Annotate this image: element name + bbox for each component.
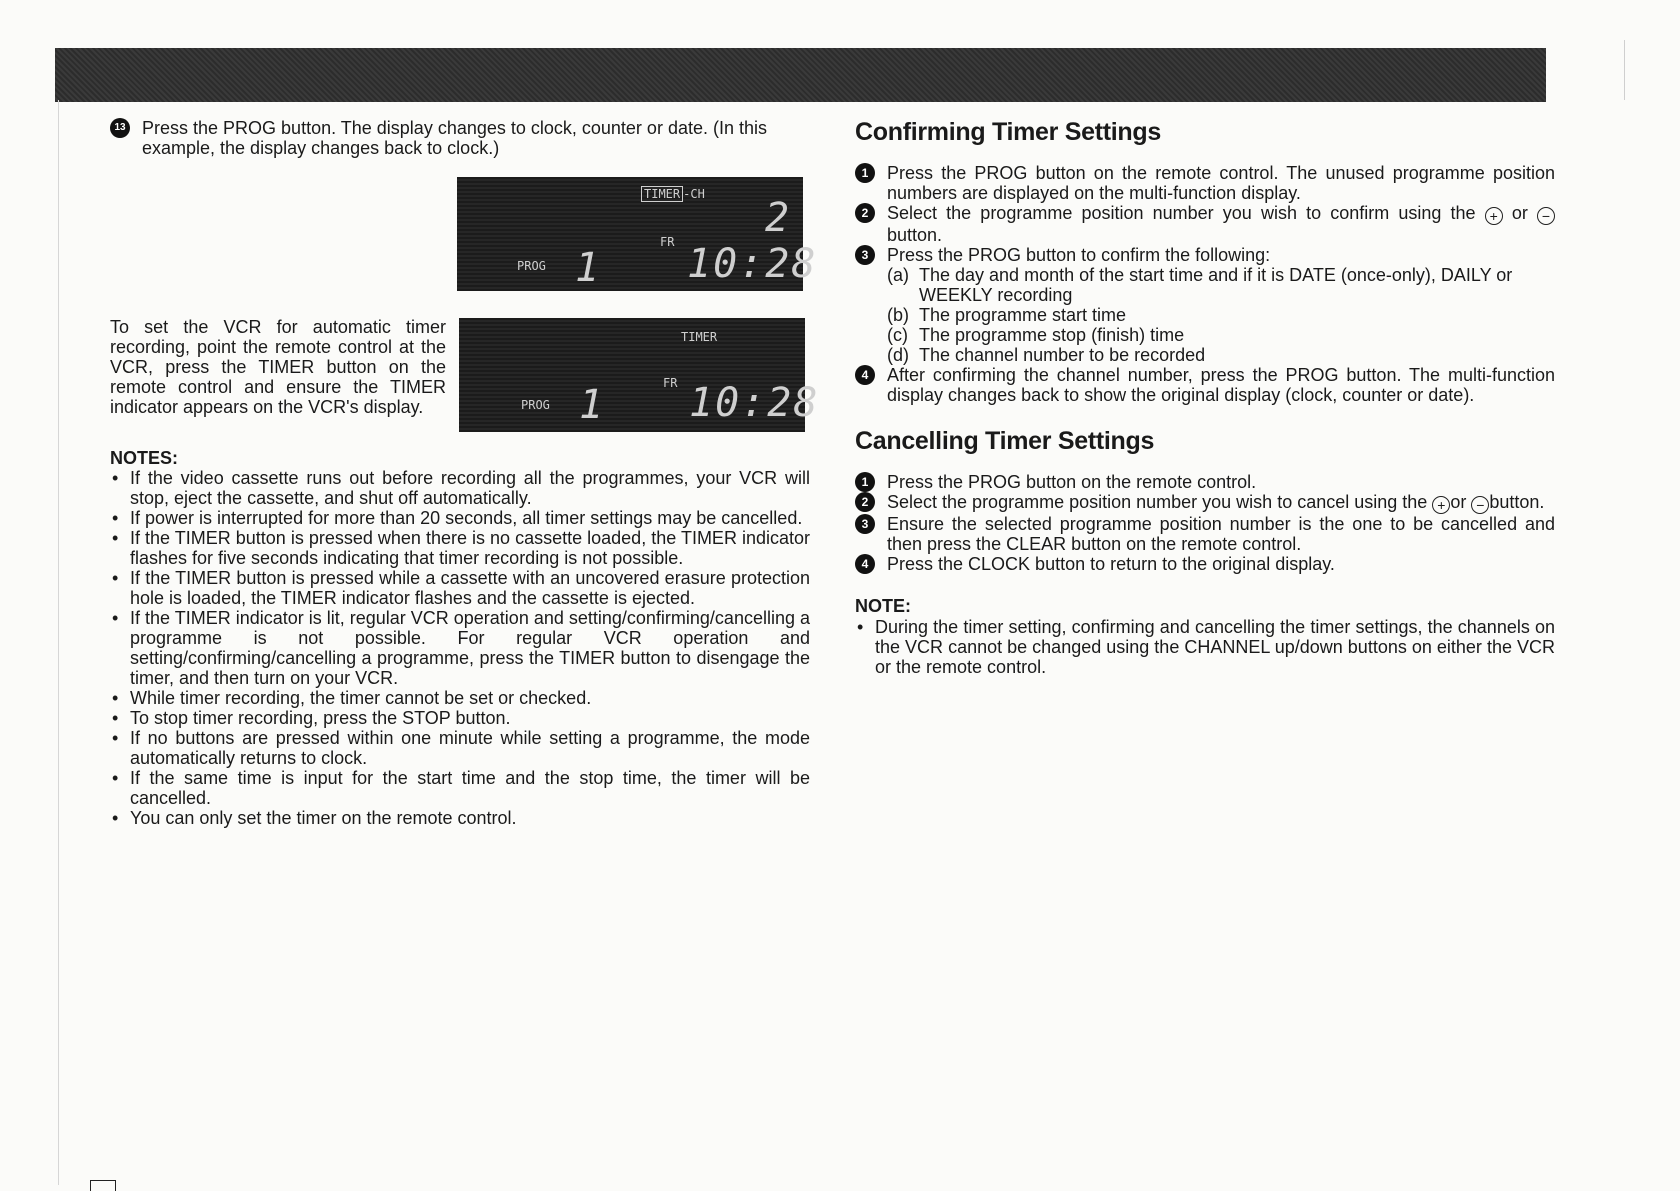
step-number-badge: 2	[855, 203, 875, 223]
step-number-badge: 3	[855, 514, 875, 534]
notes-list	[110, 468, 810, 828]
list-item: (d) The channel number to be recorded	[887, 345, 1206, 365]
list-item: • While timer recording, the timer cannot be set or checked.	[110, 688, 810, 708]
step-text: Select the programme position number you wish to cancel using the + or − button.	[887, 492, 1545, 513]
step-number-badge: 2	[855, 492, 875, 512]
notes-heading: NOTES:	[110, 448, 179, 468]
step-number-badge: 4	[855, 365, 875, 385]
step-number-badge: 1	[855, 163, 875, 183]
list-item: (c) The programme stop (finish) time	[887, 325, 1185, 345]
step-text: After confirming the channel number, press the PROG button. The multi-function display changes back to show the original display (clock, counter or date).	[887, 365, 1555, 405]
step-text: Press the PROG button to confirm the following:	[887, 245, 1271, 265]
note-heading: NOTE:	[855, 596, 911, 616]
prog-indicator: PROG	[517, 259, 546, 273]
timer-indicator: TIMER -CH	[641, 187, 705, 201]
plus-icon: +	[1432, 496, 1450, 514]
confirming-heading: Confirming Timer Settings	[855, 118, 1161, 146]
step-text: Ensure the selected programme position number is the one to be cancelled and then press the CLEAR button on the remote control.	[887, 514, 1555, 554]
list-item: • If the video cassette runs out before recording all the programmes, your VCR will stop, eject the cassette, and shut off automatically.	[110, 468, 810, 508]
list-item: • If the TIMER button is pressed while a cassette with an uncovered erasure protection hole is loaded, the TIMER indicator flashes and the cassette is ejected.	[110, 568, 810, 608]
list-item: • If no buttons are pressed within one minute while setting a programme, the mode automatically returns to clock.	[110, 728, 810, 768]
prog-position-digit: 1	[575, 245, 602, 291]
timer-instruction-paragraph: To set the VCR for automatic timer recording, point the remote control at the VCR, press the TIMER button on the remote control and ensure the TIMER indicator appears on the VCR's display.	[110, 317, 446, 417]
channel-digit: 2	[765, 195, 792, 241]
step-number-badge: 3	[855, 245, 875, 265]
step-text: Press the PROG button on the remote control. The unused programme position numbers are displayed on the multi-function display.	[887, 163, 1555, 203]
confirm-step-1	[855, 163, 1555, 203]
cancel-step-2	[855, 492, 1555, 514]
confirm-step-2	[855, 203, 1555, 245]
step-text: Press the PROG button on the remote control.	[887, 472, 1257, 492]
list-item: • If the same time is input for the start time and the stop time, the timer will be cancelled.	[110, 768, 810, 808]
step-text: Press the PROG button. The display changes to clock, counter or date. (In this example, the display changes back to clock.)	[142, 118, 767, 158]
page-edge-line	[58, 100, 59, 1185]
prog-position-digit: 1	[579, 382, 606, 428]
left-column	[110, 118, 810, 158]
list-item: (a) The day and month of the start time and if it is DATE (once-only), DAILY or WEEKLY recording	[887, 265, 1513, 305]
clock-digits: 10:28	[689, 380, 820, 426]
page-edge-line-right	[1624, 40, 1625, 100]
minus-icon: −	[1471, 496, 1489, 514]
list-item: • During the timer setting, confirming and cancelling the timer settings, the channels on the VCR cannot be changed using the CHANNEL up/down buttons on either the VCR or the remote control.	[855, 617, 1555, 677]
list-item: (b) The programme start time	[887, 305, 1127, 325]
step-13	[110, 118, 810, 158]
prog-indicator: PROG	[521, 398, 550, 412]
cancelling-heading: Cancelling Timer Settings	[855, 427, 1155, 455]
confirm-sublist	[887, 265, 1555, 365]
page-number-box	[90, 1180, 116, 1191]
list-item: • If the TIMER indicator is lit, regular VCR operation and setting/confirming/cancelling a programme is not possible. For regular VCR operation and setting/confirming/cancelling a programme, press the TIMER button to disengage the timer, and then turn on your VCR.	[110, 608, 810, 688]
note-list	[855, 617, 1555, 677]
timer-indicator: TIMER	[681, 330, 718, 344]
header-bar	[55, 48, 1546, 102]
fr-indicator: FR	[663, 376, 678, 390]
list-item: • If the TIMER button is pressed when there is no cassette loaded, the TIMER indicator flashes for five seconds indicating that timer recording is not possible.	[110, 528, 810, 568]
plus-icon: +	[1485, 207, 1503, 225]
step-text: Select the programme position number you wish to confirm using the + or −button.	[887, 203, 1555, 245]
list-item: • To stop timer recording, press the STOP button.	[110, 708, 810, 728]
fr-indicator: FR	[660, 235, 675, 249]
step-text: Press the CLOCK button to return to the original display.	[887, 554, 1335, 574]
vcr-display-illustration-1	[457, 177, 818, 291]
list-item: • If power is interrupted for more than 20 seconds, all timer settings may be cancelled.	[110, 508, 810, 528]
clock-digits: 10:28	[687, 241, 818, 287]
confirm-step-3	[855, 245, 1555, 265]
step-number-badge: 13	[110, 118, 130, 138]
step-number-badge: 4	[855, 554, 875, 574]
cancel-step-4	[855, 554, 1555, 574]
cancel-step-1	[855, 472, 1555, 492]
list-item: • You can only set the timer on the remote control.	[110, 808, 810, 828]
right-column	[855, 118, 1555, 677]
minus-icon: −	[1537, 207, 1555, 225]
cancel-step-3	[855, 514, 1555, 554]
vcr-display-illustration-2	[459, 318, 820, 432]
confirm-step-4	[855, 365, 1555, 405]
step-number-badge: 1	[855, 472, 875, 492]
